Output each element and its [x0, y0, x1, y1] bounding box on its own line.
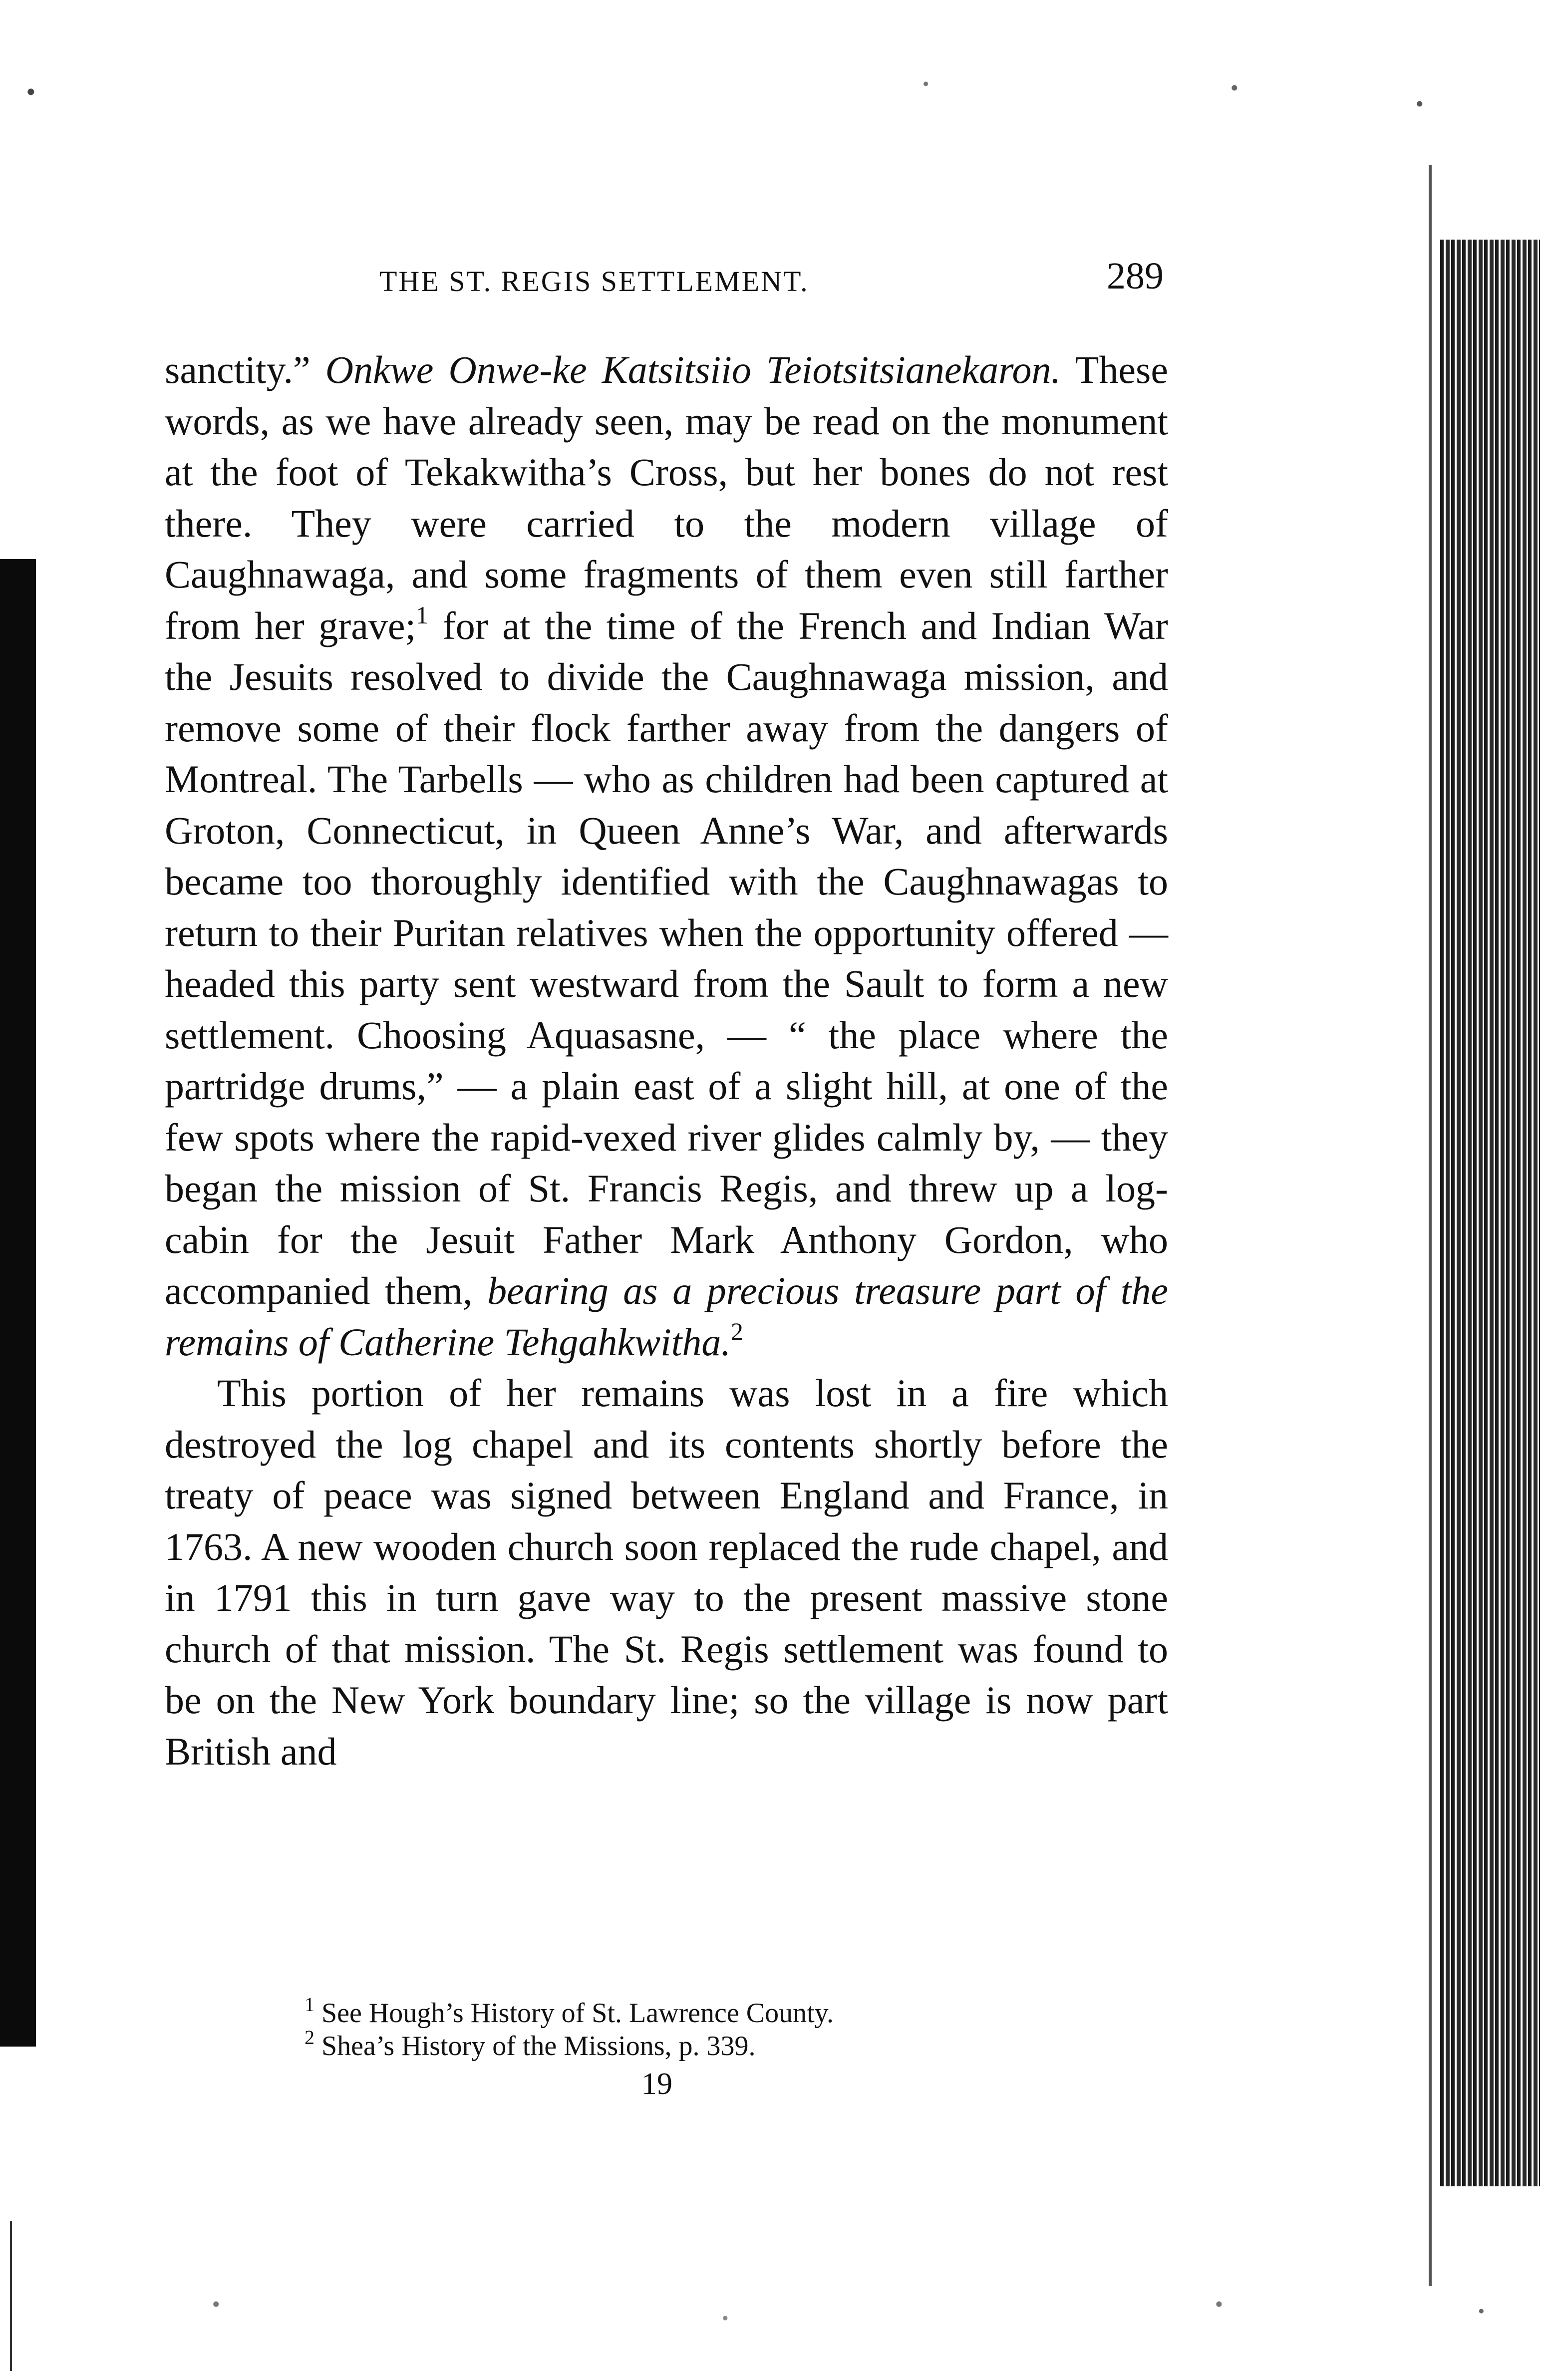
footnotes [305, 1993, 1203, 2063]
footnote-text: Shea’s History of the Missions, p. 339. [321, 2031, 756, 2062]
text-run: for at the time of the French and Indian War the Jesuits resolved to divide the Caughnawaga mission, and remove some of their flock farther away from the dangers of Montreal. The Tarbells — who as children had been captured at Groton, Connecticut, in Queen Anne’s War, and afterwards became too thoroughly identified with the Caughnawagas to return to their Puritan relatives when the opportunity offered — headed this party sent westward from the Sault to form a new settlement. Choosing Aquasasne, — “ the place where the partridge drums,” — a plain east of a slight hill, at one of the few spots where the rapid-vexed river glides calmly by, — they began the mission of St. Francis Regis, and threw up a log-cabin for the Jesuit Father Mark Anthony Gordon, who accompanied them, [165, 603, 1168, 1312]
signature-mark: 19 [641, 2067, 672, 2101]
scan-speckle-top [0, 60, 1543, 140]
italic-quote: bearing as a precious treasure part of the remains of Catherine Tehgahkwitha. [165, 1269, 1168, 1364]
scan-binding-right [1440, 240, 1540, 2186]
footnote-ref-2: 2 [730, 1317, 743, 1345]
footnote-marker: 1 [305, 1993, 314, 2016]
text-run: These words, as we have already seen, may be read on the monument at the foot of Tekakwitha’s Cross, but her bones do not rest there. They were carried to the modern village of Caughnawaga, and some fragments of them even still farther from her grave; [165, 348, 1169, 647]
paragraph-1 [165, 344, 1168, 1368]
paragraph-2: This portion of her remains was lost in a fire which destroyed the log chapel and its contents shortly before the treaty of peace was signed between England and France, in 1763. A new wooden church soon replaced the rude chapel, and in 1791 this in turn gave way to the present massive stone church of that mission. The St. Regis settlement was found to be on the New York boundary line; so the village is now part British and [165, 1371, 1168, 1773]
running-title: THE ST. REGIS SETTLEMENT. [379, 265, 809, 298]
footnote-2 [305, 2026, 1203, 2063]
body-text [165, 344, 1168, 1777]
footnote-text: See Hough’s History of St. Lawrence County. [321, 1998, 834, 2029]
footnote-ref-1: 1 [416, 600, 429, 629]
scan-speckle-bottom [0, 2276, 1543, 2346]
footnote-1 [305, 1993, 1203, 2030]
text-run: sanctity.” [165, 348, 310, 391]
mohawk-inscription: Onkwe Onwe-ke Katsitsiio Teiotsitsianekaron. [325, 348, 1061, 391]
page-number: 289 [1107, 255, 1164, 297]
scan-edge-mark-bottom-left [10, 2221, 42, 2371]
footnote-marker: 2 [305, 2026, 314, 2049]
scan-edge-line-right [1429, 165, 1432, 2286]
scan-edge-bar-left [0, 559, 36, 2047]
